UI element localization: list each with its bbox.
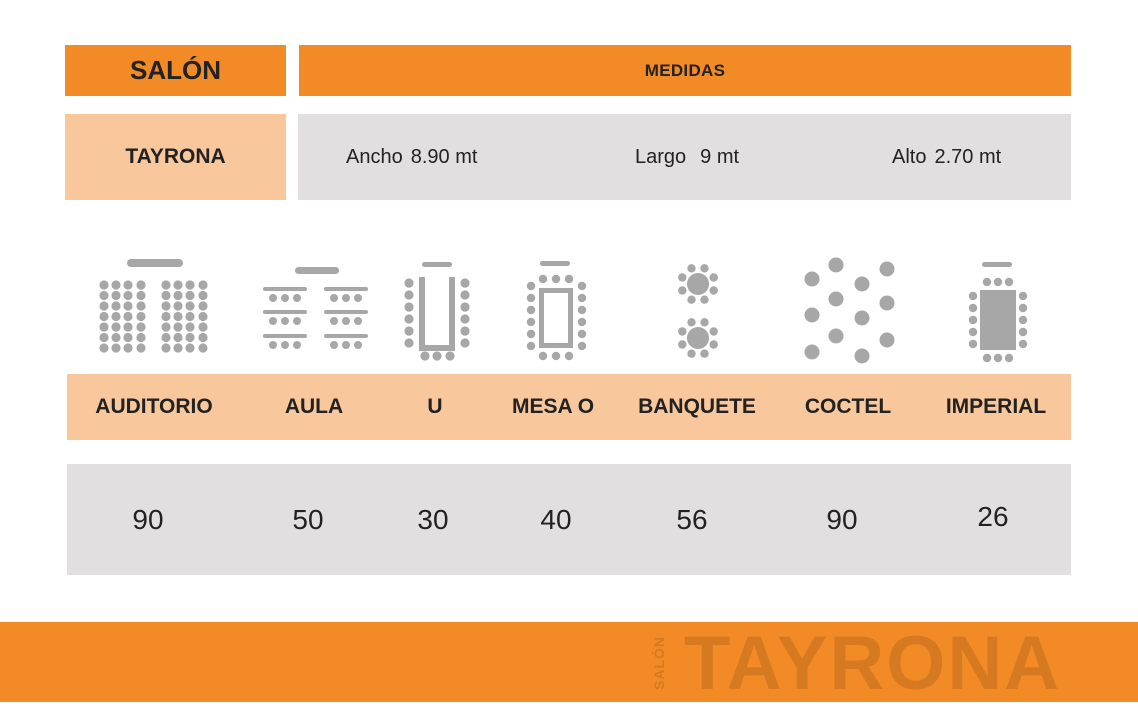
seat-dot <box>578 294 586 302</box>
seat-dot <box>805 345 820 360</box>
seat-dot <box>173 322 182 331</box>
seat-dot <box>687 264 695 272</box>
layout-label-banquete: BANQUETE <box>638 395 756 418</box>
capacity-u: 30 <box>417 503 449 535</box>
seat-dot <box>994 354 1002 362</box>
seat-dot <box>700 350 708 358</box>
seat-dot <box>1019 316 1027 324</box>
seat-dot <box>1019 340 1027 348</box>
seat-dot <box>330 317 338 325</box>
dimension-width <box>346 114 477 200</box>
seat-dot <box>293 317 301 325</box>
seat-dot <box>99 343 108 352</box>
dimension-length <box>635 114 739 200</box>
layout-label-coctel: COCTEL <box>804 395 892 418</box>
seat-dot <box>161 322 170 331</box>
seat-dot <box>342 341 350 349</box>
seat-dot <box>983 354 991 362</box>
desk-bar <box>324 334 368 338</box>
seat-dot <box>111 312 120 321</box>
seat-dot <box>404 302 413 311</box>
seat-dot <box>432 351 441 360</box>
seat-dot <box>687 350 695 358</box>
capacity-imperial: 26 <box>977 500 1009 532</box>
layout-labels-band <box>67 374 1071 440</box>
seat-dot <box>404 278 413 287</box>
seat-dot <box>185 333 194 342</box>
seat-dot <box>460 302 469 311</box>
seat-dot <box>700 296 708 304</box>
seat-dot <box>404 338 413 347</box>
seat-dot <box>445 351 454 360</box>
seat-dot <box>969 328 977 336</box>
seat-dot <box>185 291 194 300</box>
desk-bar <box>263 287 307 291</box>
layout-label-aula: AULA <box>284 395 344 418</box>
seat-dot <box>198 343 207 352</box>
layout-label-u: U <box>427 395 443 418</box>
seat-dot <box>969 292 977 300</box>
seat-dot <box>829 292 844 307</box>
seat-dot <box>173 301 182 310</box>
seat-dot <box>123 280 132 289</box>
auditorium-seating-icon <box>99 259 207 353</box>
u-shape-seating-icon <box>404 262 469 361</box>
seat-dot <box>578 282 586 290</box>
seat-dot <box>678 340 686 348</box>
seat-dot <box>552 352 560 360</box>
seat-dot <box>578 342 586 350</box>
seat-dot <box>829 329 844 344</box>
seat-dot <box>198 322 207 331</box>
seat-dot <box>578 318 586 326</box>
seat-dot <box>460 326 469 335</box>
seat-dot <box>123 333 132 342</box>
seat-dot <box>678 273 686 281</box>
seat-dot <box>710 327 718 335</box>
seat-dot <box>330 341 338 349</box>
seat-dot <box>420 351 429 360</box>
seat-dot <box>99 322 108 331</box>
seat-dot <box>293 341 301 349</box>
seat-dot <box>123 343 132 352</box>
seat-dot <box>552 275 560 283</box>
capacity-mesa-o: 40 <box>540 503 572 535</box>
seat-dot <box>539 352 547 360</box>
seat-dot <box>578 330 586 338</box>
seat-dot <box>293 294 301 302</box>
seat-dot <box>527 330 535 338</box>
banquet-round-tables-icon <box>678 264 718 358</box>
seat-dot <box>173 343 182 352</box>
seat-dot <box>404 314 413 323</box>
seat-dot <box>983 278 991 286</box>
seat-dot <box>354 294 362 302</box>
seat-dot <box>281 294 289 302</box>
seat-dot <box>136 312 145 321</box>
seat-dot <box>198 280 207 289</box>
seat-dot <box>969 316 977 324</box>
desk-bar <box>324 310 368 314</box>
seat-dot <box>880 296 895 311</box>
seat-dot <box>161 312 170 321</box>
seat-dot <box>99 291 108 300</box>
seat-dot <box>565 275 573 283</box>
seat-dot <box>185 301 194 310</box>
seat-dot <box>1019 292 1027 300</box>
seat-dot <box>198 291 207 300</box>
seat-dot <box>527 282 535 290</box>
seat-dot <box>123 312 132 321</box>
dimension-width-label: Ancho <box>346 145 403 168</box>
seat-dot <box>111 333 120 342</box>
seat-dot <box>185 280 194 289</box>
seat-dot <box>565 352 573 360</box>
seat-dot <box>111 280 120 289</box>
seat-dot <box>111 301 120 310</box>
seat-dot <box>994 278 1002 286</box>
salon-header-label: SALÓN <box>130 55 221 85</box>
medidas-header-label: MEDIDAS <box>644 60 726 80</box>
layout-label-auditorio: AUDITORIO <box>95 395 213 418</box>
seat-dot <box>173 291 182 300</box>
seat-dot <box>136 280 145 289</box>
capacity-auditorio: 90 <box>132 503 164 535</box>
seat-dot <box>687 296 695 304</box>
layout-label-imperial: IMPERIAL <box>945 395 1047 418</box>
seat-dot <box>855 311 870 326</box>
seat-dot <box>99 301 108 310</box>
seat-dot <box>829 258 844 273</box>
seat-dot <box>687 318 695 326</box>
seat-dot <box>161 333 170 342</box>
seat-dot <box>460 338 469 347</box>
dimension-height-label: Alto <box>892 145 927 168</box>
seat-dot <box>198 312 207 321</box>
seat-dot <box>99 312 108 321</box>
seat-dot <box>880 333 895 348</box>
desk-bar <box>324 287 368 291</box>
seat-dot <box>710 286 718 294</box>
seat-dot <box>1005 354 1013 362</box>
seat-dot <box>700 264 708 272</box>
seat-dot <box>111 291 120 300</box>
seat-dot <box>710 340 718 348</box>
seat-dot <box>539 275 547 283</box>
seat-dot <box>123 301 132 310</box>
seat-dot <box>460 290 469 299</box>
dimension-width-value: 8.90 mt <box>410 145 478 168</box>
seat-dot <box>269 317 277 325</box>
dimension-height-value: 2.70 mt <box>934 145 1002 168</box>
seat-dot <box>354 341 362 349</box>
seat-dot <box>1005 278 1013 286</box>
seat-dot <box>111 343 120 352</box>
seat-dot <box>969 340 977 348</box>
seat-dot <box>111 322 120 331</box>
seat-dot <box>123 322 132 331</box>
footer-salon-label: SALÓN <box>651 636 667 690</box>
seat-dot <box>700 318 708 326</box>
imperial-table-icon <box>969 262 1027 362</box>
seat-dot <box>198 301 207 310</box>
desk-bar <box>263 310 307 314</box>
seat-dot <box>173 333 182 342</box>
seat-dot <box>136 322 145 331</box>
seat-dot <box>123 291 132 300</box>
seat-dot <box>404 326 413 335</box>
seat-dot <box>527 306 535 314</box>
seat-dot <box>161 301 170 310</box>
seat-dot <box>281 341 289 349</box>
dimension-length-value: 9 mt <box>700 145 740 168</box>
layout-label-mesa-o: MESA O <box>511 395 595 418</box>
seat-dot <box>185 343 194 352</box>
seat-dot <box>342 294 350 302</box>
seat-dot <box>136 301 145 310</box>
cocktail-standing-icon <box>805 258 895 364</box>
capacity-banquete: 56 <box>676 503 708 535</box>
seat-dot <box>269 294 277 302</box>
seat-dot <box>173 312 182 321</box>
salon-header <box>65 45 286 96</box>
footer-room-name: TAYRONA <box>684 621 1062 706</box>
capacity-aula: 50 <box>292 503 324 535</box>
seat-dot <box>136 343 145 352</box>
seat-dot <box>855 277 870 292</box>
seat-dot <box>185 312 194 321</box>
seat-dot <box>969 304 977 312</box>
seat-dot <box>678 327 686 335</box>
seat-dot <box>269 341 277 349</box>
seat-dot <box>185 322 194 331</box>
seat-dot <box>855 349 870 364</box>
seat-dot <box>342 317 350 325</box>
desk-bar <box>263 334 307 338</box>
seat-dot <box>161 291 170 300</box>
seat-dot <box>136 291 145 300</box>
seat-dot <box>330 294 338 302</box>
seat-dot <box>460 278 469 287</box>
seat-dot <box>578 306 586 314</box>
seat-dot <box>1019 304 1027 312</box>
seat-dot <box>161 343 170 352</box>
seat-dot <box>161 280 170 289</box>
medidas-header <box>299 45 1071 96</box>
seat-dot <box>1019 328 1027 336</box>
seat-dot <box>527 294 535 302</box>
seat-dot <box>678 286 686 294</box>
seat-dot <box>354 317 362 325</box>
boardroom-table-icon <box>527 261 586 360</box>
seat-dot <box>805 308 820 323</box>
dimension-height <box>892 114 1001 200</box>
seat-dot <box>880 262 895 277</box>
seat-dot <box>173 280 182 289</box>
seat-dot <box>99 333 108 342</box>
capacity-coctel: 90 <box>826 503 858 535</box>
dimensions-cell <box>298 114 1071 200</box>
dimension-length-label: Largo <box>635 145 687 168</box>
seat-dot <box>198 333 207 342</box>
seat-dot <box>404 290 413 299</box>
classroom-seating-icon <box>263 267 368 349</box>
room-name: TAYRONA <box>125 145 226 168</box>
capacity-values-band <box>67 464 1071 575</box>
seat-dot <box>527 318 535 326</box>
room-name-cell <box>65 114 286 200</box>
seat-dot <box>136 333 145 342</box>
seat-dot <box>527 342 535 350</box>
seat-dot <box>710 273 718 281</box>
seat-dot <box>460 314 469 323</box>
footer-salon-label-wrap <box>648 630 670 696</box>
seat-dot <box>99 280 108 289</box>
seat-dot <box>805 272 820 287</box>
seat-dot <box>281 317 289 325</box>
